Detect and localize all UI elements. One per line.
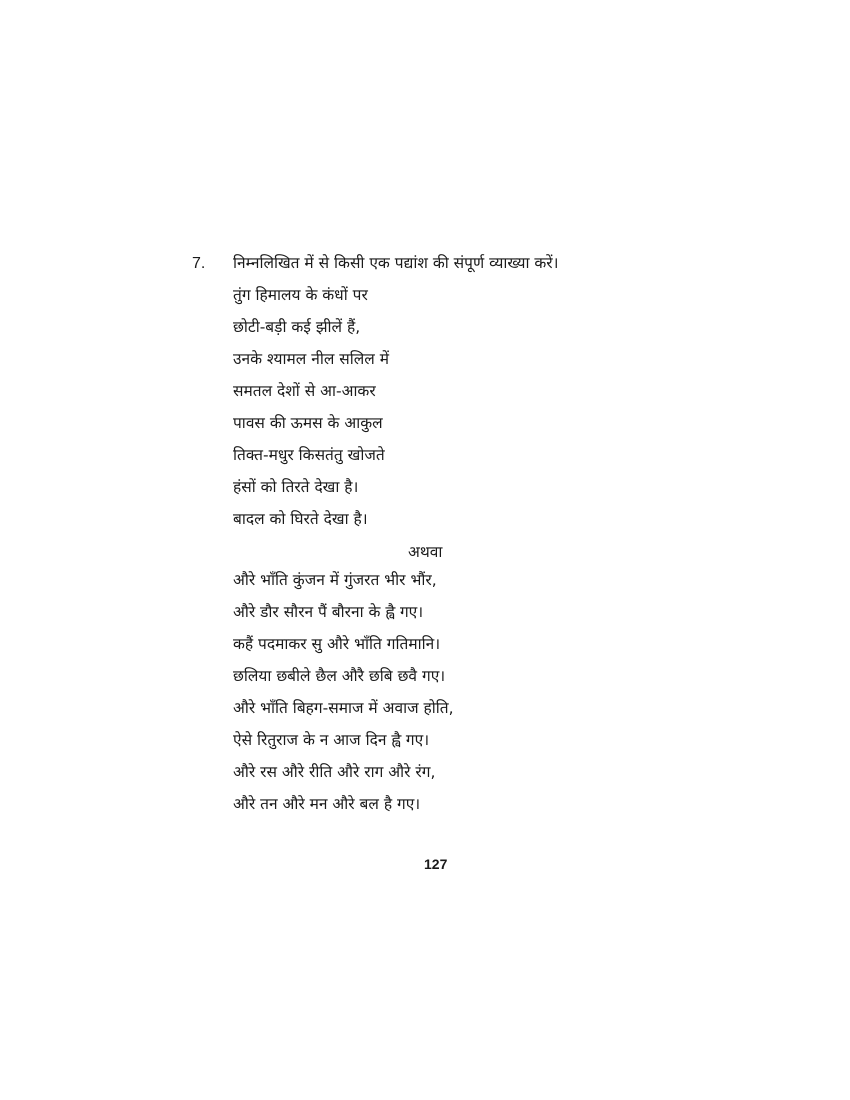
poem-one-line: तुंग हिमालय के कंधों पर [233, 286, 368, 304]
poem-two-line: औरे तन औरे मन औरे बल है गए। [233, 795, 421, 813]
poem-one [233, 284, 389, 540]
poem-two-line: औरे डौर सौरन पैं बौरना के ह्वै गए। [233, 603, 424, 621]
poem-one-line: समतल देशों से आ-आकर [233, 382, 376, 400]
poem-two-line: औरे भाँति कुंजन में गुंजरत भीर भौंर, [233, 571, 437, 589]
poem-two-line: छलिया छबीले छैल औरै छबि छवै गए। [233, 667, 446, 685]
poem-two-line: कहैं पदमाकर सु औरे भाँति गतिमानि। [233, 635, 441, 653]
poem-one-line: हंसों को तिरते देखा है। [233, 478, 359, 496]
poem-two-line: औरे रस औरे रीति औरे राग औरे रंग, [233, 763, 436, 781]
poem-one-line: छोटी-बड़ी कई झीलें हैं, [233, 318, 361, 336]
question-number: 7. [192, 255, 206, 272]
poem-two [233, 569, 454, 825]
poem-one-line: उनके श्यामल नील सलिल में [233, 350, 389, 368]
poem-one-line: तिक्त-मधुर किसतंतु खोजते [233, 446, 385, 464]
poem-two-line: ऐसे रितुराज के न आज दिन ह्वै गए। [233, 731, 430, 749]
or-separator: अथवा [408, 543, 443, 561]
page-number: 127 [424, 856, 448, 872]
question-instruction: निम्नलिखित में से किसी एक पद्यांश की संपूर्ण व्याख्या करें। [233, 254, 559, 272]
poem-one-line: बादल को घिरते देखा है। [233, 510, 368, 528]
poem-one-line: पावस की ऊमस के आकुल [233, 414, 383, 432]
poem-two-line: औरे भाँति बिहग-समाज में अवाज होति, [233, 699, 454, 717]
